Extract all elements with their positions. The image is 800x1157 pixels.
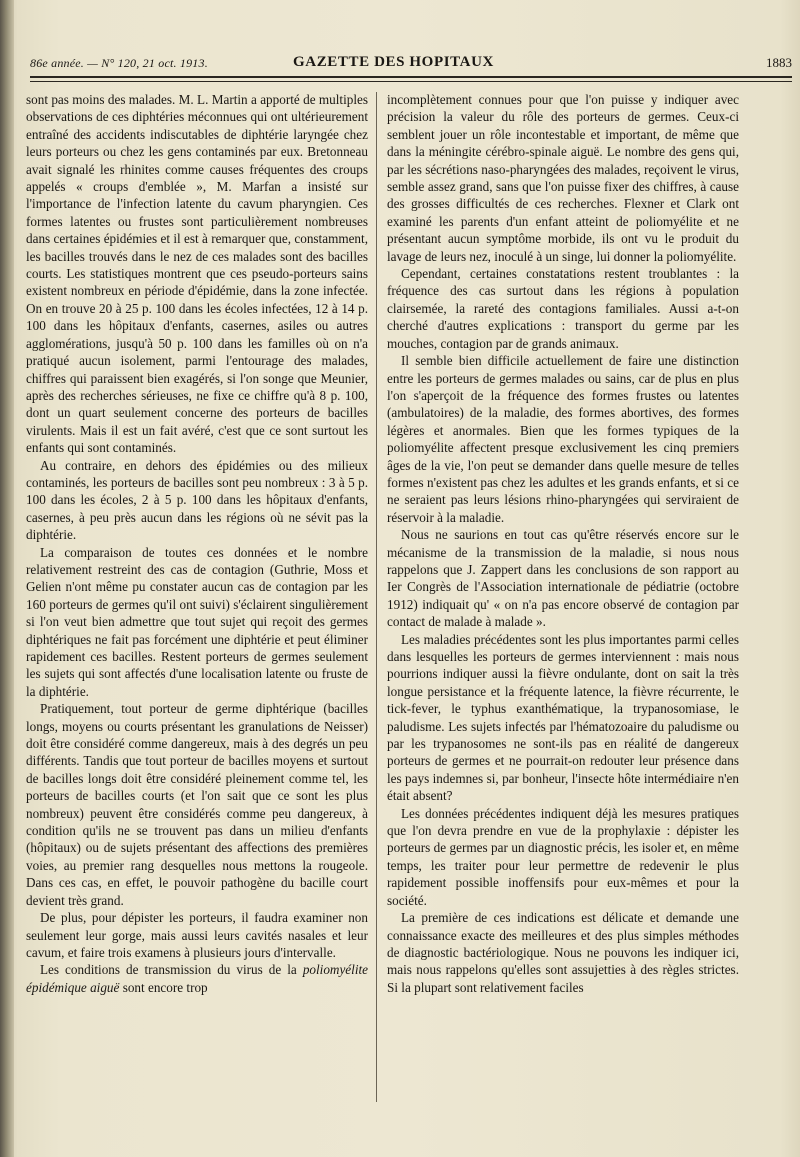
paragraph: De plus, pour dépister les porteurs, il faudra examiner non seulement leur gorge, mais aussi leurs cavités nasales et leur cavum, et faire trois examens à plusieurs jours d'intervalle. [26,910,368,960]
paragraph: Il semble bien difficile actuellement de faire une distinction entre les porteurs de germes malades ou sains, car de plus en plus l'on s'aperçoit de la fréquence des formes frustes ou latentes (ambulatoires) de la maladie, des formes abortives, des formes légères et anormales. Bien que les formes typiques de la poliomyélite affectent presque exclusivement les cinq premiers âges de la vie, l'on peut se demander dans quelle mesure de telles formes n'existent pas chez les adultes et les grands enfants, et si ce ne seraient pas leurs lésions rhino-pharyngées qui serviraient de réservoir à la maladie. [387,353,739,525]
column-separator [376,92,377,1102]
journal-title: GAZETTE DES HOPITAUX [293,54,494,70]
paragraph: Au contraire, en dehors des épidémies ou des milieux contaminés, les porteurs de bacilles sont peu nombreux : 3 à 5 p. 100 dans les écoles, 2 à 5 p. 100 dans les hôpitaux d'enfants, casernes, à peu près aucun dans les régions où ne sévit pas la diphtérie. [26,457,368,543]
paragraph-text: Les conditions de transmission du virus de la [40,962,303,978]
paragraph: Les données précédentes indiquent déjà les mesures pratiques que l'on devra prendre en vue de la prophylaxie : dépister les porteurs de germes par un diagnostic précis, les isoler et, en même temps, les traiter pour leur permettre de redevenir le plus rapidement possible inoffensifs pour eux-mêmes et pour la société. [387,805,739,908]
paragraph: La première de ces indications est délicate et demande une connaissance exacte des meilleures et des plus simples méthodes de diagnostic bactériologique. Nous ne pouvons les indiquer ici, mais nous rappelons qu'elles sont assujetties à des règles strictes. Si la plupart sont relativement faciles [387,910,739,995]
binding-edge [0,0,14,1157]
italic-term: poliomyélite épidémique aiguë [26,962,368,995]
paragraph: Pratiquement, tout porteur de germe diphtérique (bacilles longs, moyens ou courts présentant les granulations de Neisser) doit être considéré comme dangereux, mais à des degrés un peu différents. Tandis que tout porteur de bacilles moyens et surtout de bacilles longs doit être considéré pleinement comme tel, les porteurs de bacilles courts (et l'on sait que ce sont les plus nombreux) peuvent être considérés comme peu dangereux, à condition qu'ils ne se trouvent pas dans un milieu d'enfants (hôpitaux) ou de sujets présentant des affections des premières voies, au premier rang desquelles nous mettons la rougeole. Dans ces cas, en effet, le pouvoir pathogène du bacille court devient très grand. [26,701,368,908]
right-column [387,91,739,996]
paragraph: incomplètement connues pour que l'on puisse y indiquer avec précision la valeur du rôle des porteurs de germes. Ceux-ci semblent jouer un rôle incontestable et important, de même que dans la méningite cérébro-spinale aiguë. Le nombre des gens qui, par les sécrétions naso-pharyngées des malades, reçoivent le virus, semble assez grand, sans que l'on puisse fixer des chiffres, à cause des grosses difficultés de ces recherches. Flexner et Clark ont examiné les parents d'un enfant atteint de poliomyélite et ne présentant aucun symptôme morbide, ils ont vu le produit du lavage de leurs nez, inoculé à un singe, lui donner la poliomyélite. [387,92,739,264]
page-number: 1883 [766,55,792,70]
paragraph: Cependant, certaines constatations restent troublantes : la fréquence des cas surtout dans les régions à population clairsemée, la rareté des contagions familiales. Aussi a-t-on cherché d'autres explications : transport du germe par les mouches, contagion par de grands animaux. [387,266,739,351]
header-rule-thin [30,81,792,82]
issue-line: 86e année. — N° 120, 21 oct. 1913. [30,56,208,70]
paragraph: sont pas moins des malades. M. L. Martin a apporté de multiples observations de ces diphtéries méconnues qui ont ultérieurement entraîné des accidents indiscutables de diphtérie laryngée chez leurs porteurs ou chez les gens contaminés par eux. Bretonneau avait signalé les rhinites comme causes fréquentes des croups appelés « croups d'emblée », M. Marfan a insisté sur l'importance de l'infection latente du cavum pharyngien. Ces formes latentes ou frustes sont particulièrement nombreuses dans certaines épidémies et il est à remarquer que, constamment, les bacilles trouvés dans le nez de ces malades sont des bacilles courts. Les statistiques montrent que ces pseudo-porteurs sains existent nombreux en période d'épidémie, dans la zone infectée. On en trouve 20 à 25 p. 100 dans les écoles infectées, 12 à 14 p. 100 dans les hôpitaux d'enfants, casernes, asiles ou autres agglomérations, jusqu'à 50 p. 100 dans les familles où on n'a pratiqué aucun isolement, parmi l'entourage des malades, chiffres qui paraissent bien exagérés, si l'on songe que Meunier, après des recherches sérieuses, ne fixe ce chiffre qu'à 8 p. 100, dont un quart seulement concerne des porteurs de bacilles virulents. Mais il est un fait avéré, c'est que ce sont surtout les enfants qui sont contaminés. [26,92,368,456]
paragraph: Nous ne saurions en tout cas qu'être réservés encore sur le mécanisme de la transmission de la maladie, si nous nous rappelons que J. Zappert dans les conclusions de son rapport au Ier Congrès de l'Association internationale de pédiatrie (octobre 1912) indiquait qu' « on n'a pas encore observé de contagion par contact de malade à malade ». [387,527,739,630]
paragraph-text: sont encore trop [119,979,208,995]
page-header [30,50,792,74]
left-column [26,91,368,996]
paragraph [26,961,368,996]
paragraph: La comparaison de toutes ces données et le nombre relativement restreint des cas de contagion (Guthrie, Moss et Gelien n'ont même pu constater aucun cas de contagion par les 160 porteurs de germes qu'il ont suivi) s'éclairent singulièrement si l'on veut bien admettre que tout sujet qui reçoit des germes diphtériques ne fait pas forcément une diphtérie et peut éliminer rapidement ces bacilles. Restent porteurs de germes seulement les sujets qui sont affectés d'une localisation latente ou fruste de la diphtérie. [26,544,368,699]
header-rule-thick [30,76,792,78]
paragraph: Les maladies précédentes sont les plus importantes parmi celles dans lesquelles les porteurs de germes interviennent : mais nous pourrions indiquer aussi la fièvre ondulante, dont on sait la très longue persistance et la fréquente latence, la fièvre récurrente, le tick-fever, le typhus exanthématique, la trypanosomiase, le paludisme. Les sujets infectés par l'hématozoaire du paludisme ou par les trypanosomes ne sont-ils pas en réalité de dangereux porteurs de germes et ne pourrait-on redouter leur présence dans les pays indemnes si, par bonheur, l'insecte hôte intermédiaire n'en était absent? [387,631,739,804]
